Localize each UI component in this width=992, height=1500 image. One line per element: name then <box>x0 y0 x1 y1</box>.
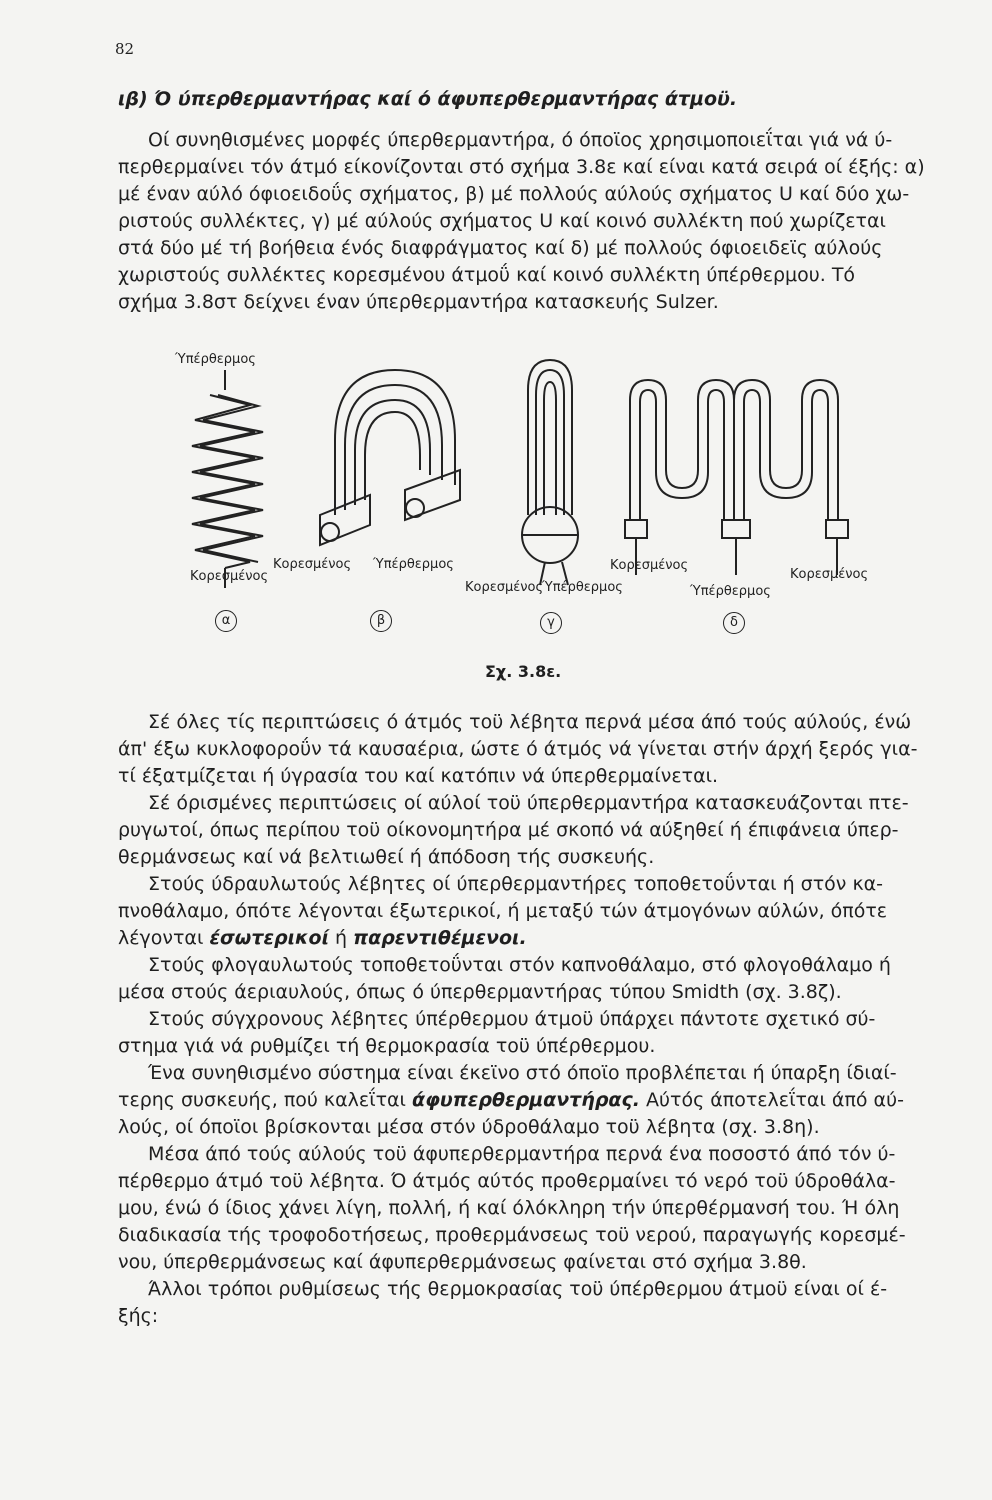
body-line: λούς, οί όποϊοι βρίσκονται μέσα στόν ύδροθάλαμο τοϋ λέβητα (σχ. 3.8η). <box>118 1116 820 1138</box>
figure-caption: Σχ. 3.8ε. <box>485 662 562 681</box>
intro-line: Οί συνηθισμένες μορφές ύπερθερμαντήρα, ό όποϊος χρησιμοποιεΐται γιά νά ύ- <box>148 129 893 151</box>
label-saturated-g: Κορεσμένος <box>465 580 544 595</box>
marker-b: β <box>370 610 392 632</box>
marker-d: δ <box>723 612 745 634</box>
intro-line: χωριστούς συλλέκτες κορεσμένου άτμοΰ καί κοινό συλλέκτη ύπέρθερμου. Τό <box>118 264 856 286</box>
body-line: τί έξατμίζεται ή ύγρασία του καί κατόπιν νά ύπερθερμαίνεται. <box>118 765 719 787</box>
body-line: νου, ύπερθερμάνσεως καί άφυπερθερμάνσεως φαίνεται στό σχήμα 3.8θ. <box>118 1251 807 1273</box>
body-line: Σέ όλες τίς περιπτώσεις ό άτμός τοϋ λέβητα περνά μέσα άπό τούς αύλούς, ένώ <box>148 711 912 733</box>
body-line: Άλλοι τρόποι ρυθμίσεως τής θερμοκρασίας τοϋ ύπέρθερμου άτμοϋ είναι οί έ- <box>148 1278 888 1300</box>
body-line: τερης συσκευής, πού καλεΐται άφυπερθερμαντήρας. Αύτός άποτελεΐται άπό αύ- <box>118 1089 904 1111</box>
u-tubes-drawing-b <box>320 370 460 545</box>
figure-3-8e <box>170 340 900 690</box>
page-number: 82 <box>115 40 135 58</box>
label-superheated-d: Ύπέρθερμος <box>690 584 771 599</box>
coil-drawing-a <box>192 370 263 588</box>
label-superheated-g: Ύπέρθερμος <box>542 580 623 595</box>
u-tubes-drawing-g <box>522 360 578 585</box>
label-superheated-a: Ύπέρθερμος <box>175 352 256 367</box>
emphasized-term: άφυπερθερμαντήρας. <box>412 1089 640 1111</box>
body-line: διαδικασία τής τροφοδοτήσεως, προθερμάνσεως τοϋ νερού, παραγωγής κορεσμέ- <box>118 1224 906 1246</box>
body-line: θερμάνσεως καί νά βελτιωθεί ή άπόδοση τής συσκευής. <box>118 846 655 868</box>
marker-a: α <box>215 610 237 632</box>
intro-line: στά δύο μέ τή βοήθεια ένός διαφράγματος καί δ) μέ πολλούς όφιοειδεϊς αύλούς <box>118 237 883 259</box>
marker-g: γ <box>540 612 562 634</box>
serpentine-drawing-d <box>625 380 848 575</box>
label-saturated-d2: Κορεσμένος <box>790 567 869 582</box>
label-superheated-b: Ύπέρθερμος <box>373 557 454 572</box>
emphasized-term: έσωτερικοί <box>209 927 329 949</box>
body-line: Σέ όρισμένες περιπτώσεις οί αύλοί τοϋ ύπερθερμαντήρα κατασκευάζονται πτε- <box>148 792 909 814</box>
intro-line: περθερμαίνει τόν άτμό είκονίζονται στό σχήμα 3.8ε καί είναι κατά σειρά οί έξής: α) <box>118 156 925 178</box>
body-line: άπ' έξω κυκλοφοροΰν τά καυσαέρια, ώστε ό άτμός νά γίνεται στήν άρχή ξερός για- <box>118 738 918 760</box>
body-line: μέσα στούς άεριαυλούς, όπως ό ύπερθερμαντήρας τύπου Smidth (σχ. 3.8ζ). <box>118 981 842 1003</box>
body-line: στημα γιά νά ρυθμίζει τή θερμοκρασία τοϋ ύπέρθερμου. <box>118 1035 656 1057</box>
body-line: Μέσα άπό τούς αύλούς τοϋ άφυπερθερμαντήρα περνά ένα ποσοστό άπό τόν ύ- <box>148 1143 896 1165</box>
body-line: πνοθάλαμο, όπότε λέγονται έξωτερικοί, ή μεταξύ τών άτμογόνων αύλών, όπότε <box>118 900 888 922</box>
body-line: Στούς σύγχρονους λέβητες ύπέρθερμου άτμοϋ ύπάρχει πάντοτε σχετικό σύ- <box>148 1008 876 1030</box>
body-line: Ένα συνηθισμένο σύστημα είναι έκεϊνο στό όποϊο προβλέπεται ή ύπαρξη ίδιαί- <box>148 1062 897 1084</box>
label-saturated-b: Κορεσμένος <box>273 557 352 572</box>
body-line: πέρθερμο άτμό τοϋ λέβητα. Ό άτμός αύτός προθερμαίνει τό νερό τοϋ ύδροθάλα- <box>118 1170 896 1192</box>
label-saturated-d1: Κορεσμένος <box>610 558 689 573</box>
intro-paragraph <box>118 127 930 316</box>
body-line: ρυγωτοί, όπως περίπου τοϋ οίκονομητήρα μέ σκοπό νά αύξηθεί ή έπιφάνεια ύπερ- <box>118 819 899 841</box>
intro-line: μέ έναν αύλό όφιοειδοΰς σχήματος, β) μέ πολλούς αύλούς σχήματος U καί δύο χω- <box>118 183 910 205</box>
body-line: μου, ένώ ό ίδιος χάνει λίγη, πολλή, ή καί όλόκληρη τήν ύπερθέρμανσή του. Ή όλη <box>118 1197 900 1219</box>
intro-line: ριστούς συλλέκτες, γ) μέ αύλούς σχήματος U καί κοινό συλλέκτη πού χωρίζεται <box>118 210 886 232</box>
emphasized-term: παρεντιθέμενοι. <box>353 927 527 949</box>
label-saturated-a: Κορεσμένος <box>190 569 269 584</box>
body-line: λέγονται έσωτερικοί ή παρεντιθέμενοι. <box>118 927 527 949</box>
body-text <box>118 709 930 1330</box>
section-heading: ιβ) Ό ύπερθερμαντήρας καί ό άφυπερθερμαντήρας άτμοϋ. <box>118 88 738 110</box>
body-line: Στούς φλογαυλωτούς τοποθετοΰνται στόν καπνοθάλαμο, στό φλογοθάλαμο ή <box>148 954 891 976</box>
body-line: ξής: <box>118 1305 159 1327</box>
intro-line: σχήμα 3.8στ δείχνει έναν ύπερθερμαντήρα κατασκευής Sulzer. <box>118 291 719 313</box>
body-line: Στούς ύδραυλωτούς λέβητες οί ύπερθερμαντήρες τοποθετοΰνται ή στόν κα- <box>148 873 884 895</box>
